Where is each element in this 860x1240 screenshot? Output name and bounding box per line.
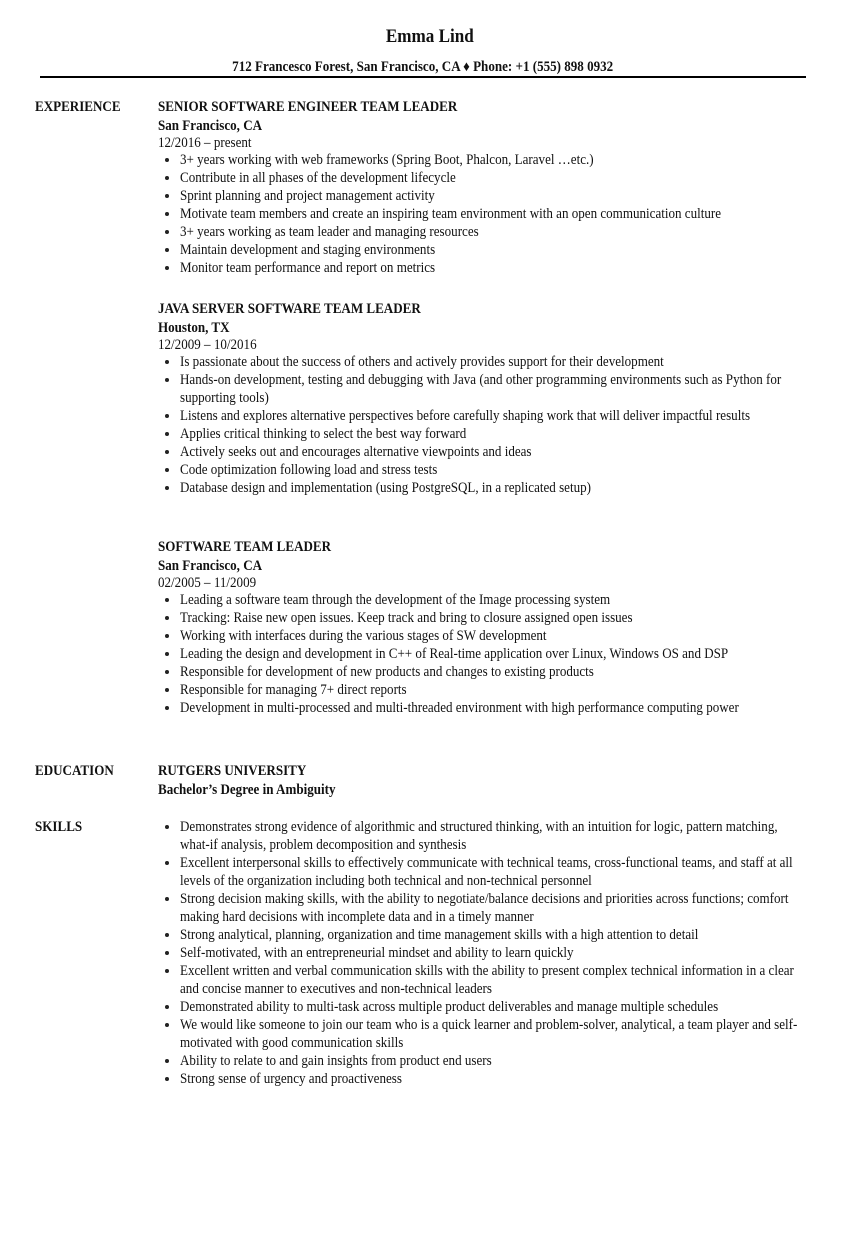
list-item: Strong sense of urgency and proactiveness bbox=[158, 1070, 818, 1088]
bullet-icon bbox=[165, 933, 169, 937]
bullet-icon bbox=[165, 360, 169, 364]
bullet-icon bbox=[165, 158, 169, 162]
list-item: Maintain development and staging environments bbox=[158, 241, 818, 259]
bullet-icon bbox=[165, 688, 169, 692]
job-bullets bbox=[158, 353, 818, 497]
candidate-name: Emma Lind bbox=[386, 26, 474, 47]
bullet-icon bbox=[165, 616, 169, 620]
bullet-icon bbox=[165, 176, 169, 180]
bullet-icon bbox=[165, 468, 169, 472]
bullet-icon bbox=[165, 969, 169, 973]
list-item: 3+ years working with web frameworks (Spring Boot, Phalcon, Laravel …etc.) bbox=[158, 151, 818, 169]
list-item: Working with interfaces during the various stages of SW development bbox=[158, 627, 818, 645]
bullet-icon bbox=[165, 1005, 169, 1009]
bullet-icon bbox=[165, 414, 169, 418]
list-item: Motivate team members and create an inspiring team environment with an open communication culture bbox=[158, 205, 818, 223]
job-title: SENIOR SOFTWARE ENGINEER TEAM LEADER bbox=[158, 99, 458, 115]
list-item: Self-motivated, with an entrepreneurial mindset and ability to learn quickly bbox=[158, 944, 818, 962]
bullet-icon bbox=[165, 861, 169, 865]
bullet-icon bbox=[165, 230, 169, 234]
list-item: Leading the design and development in C++ of Real-time application over Linux, Windows OS and DSP bbox=[158, 645, 818, 663]
list-item: Listens and explores alternative perspectives before carefully shaping work that will deliver impactful results bbox=[158, 407, 818, 425]
list-item: Applies critical thinking to select the best way forward bbox=[158, 425, 818, 443]
bullet-icon bbox=[165, 194, 169, 198]
school-name: RUTGERS UNIVERSITY bbox=[158, 763, 307, 779]
list-item: Contribute in all phases of the development lifecycle bbox=[158, 169, 818, 187]
bullet-icon bbox=[165, 825, 169, 829]
list-item: Strong analytical, planning, organization and time management skills with a high attention to detail bbox=[158, 926, 818, 944]
list-item: Sprint planning and project management activity bbox=[158, 187, 818, 205]
list-item: Ability to relate to and gain insights from product end users bbox=[158, 1052, 818, 1070]
list-item: Excellent written and verbal communication skills with the ability to present complex technical information in a clear and concise manner to executives and non-technical leaders bbox=[158, 962, 818, 998]
list-item: Tracking: Raise new open issues. Keep track and bring to closure assigned open issues bbox=[158, 609, 818, 627]
skills-list-container bbox=[158, 818, 818, 1088]
bullet-icon bbox=[165, 897, 169, 901]
bullet-icon bbox=[165, 248, 169, 252]
bullet-icon bbox=[165, 266, 169, 270]
job-dates: 02/2005 – 11/2009 bbox=[158, 575, 257, 591]
skills-list bbox=[158, 818, 818, 1088]
job-dates: 12/2016 – present bbox=[158, 135, 252, 151]
job-dates: 12/2009 – 10/2016 bbox=[158, 337, 257, 353]
bullet-icon bbox=[165, 1023, 169, 1027]
job-entry bbox=[158, 538, 818, 717]
bullet-icon bbox=[165, 212, 169, 216]
list-item: Actively seeks out and encourages alternative viewpoints and ideas bbox=[158, 443, 818, 461]
bullet-icon bbox=[165, 450, 169, 454]
section-label-experience: EXPERIENCE bbox=[35, 99, 121, 115]
job-bullets bbox=[158, 151, 818, 277]
contact-line: 712 Francesco Forest, San Francisco, CA ♦ Phone: +1 (555) 898 0932 bbox=[232, 59, 614, 75]
list-item: Responsible for development of new products and changes to existing products bbox=[158, 663, 818, 681]
list-item: Is passionate about the success of others and actively provides support for their development bbox=[158, 353, 818, 371]
degree: Bachelor’s Degree in Ambiguity bbox=[158, 782, 336, 798]
bullet-icon bbox=[165, 1077, 169, 1081]
list-item: Monitor team performance and report on metrics bbox=[158, 259, 818, 277]
list-item: Leading a software team through the development of the Image processing system bbox=[158, 591, 818, 609]
list-item: Demonstrated ability to multi-task across multiple product deliverables and manage multiple schedules bbox=[158, 998, 818, 1016]
list-item: Development in multi-processed and multi-threaded environment with high performance computing power bbox=[158, 699, 818, 717]
job-location: Houston, TX bbox=[158, 320, 230, 336]
job-location: San Francisco, CA bbox=[158, 558, 263, 574]
job-entry bbox=[158, 300, 818, 497]
bullet-icon bbox=[165, 951, 169, 955]
list-item: Responsible for managing 7+ direct reports bbox=[158, 681, 818, 699]
job-title: SOFTWARE TEAM LEADER bbox=[158, 539, 332, 555]
bullet-icon bbox=[165, 634, 169, 638]
list-item: Database design and implementation (using PostgreSQL, in a replicated setup) bbox=[158, 479, 818, 497]
header-divider bbox=[40, 76, 806, 78]
bullet-icon bbox=[165, 706, 169, 710]
list-item: Demonstrates strong evidence of algorithmic and structured thinking, with an intuition for logic, pattern matching, what-if analysis, problem decomposition and synthesis bbox=[158, 818, 818, 854]
bullet-icon bbox=[165, 432, 169, 436]
list-item: 3+ years working as team leader and managing resources bbox=[158, 223, 818, 241]
bullet-icon bbox=[165, 1059, 169, 1063]
job-title: JAVA SERVER SOFTWARE TEAM LEADER bbox=[158, 301, 421, 317]
job-location: San Francisco, CA bbox=[158, 118, 263, 134]
bullet-icon bbox=[165, 598, 169, 602]
section-label-education: EDUCATION bbox=[35, 763, 114, 779]
list-item: Code optimization following load and stress tests bbox=[158, 461, 818, 479]
list-item: Hands-on development, testing and debugging with Java (and other programming environments such as Python for supporting tools) bbox=[158, 371, 818, 407]
job-entry bbox=[158, 98, 818, 277]
job-bullets bbox=[158, 591, 818, 717]
list-item: Excellent interpersonal skills to effectively communicate with technical teams, cross-functional teams, and staff at all levels of the organization including both technical and non-technical personnel bbox=[158, 854, 818, 890]
list-item: We would like someone to join our team who is a quick learner and problem-solver, analytical, a team player and self-motivated with good communication skills bbox=[158, 1016, 818, 1052]
bullet-icon bbox=[165, 670, 169, 674]
bullet-icon bbox=[165, 486, 169, 490]
bullet-icon bbox=[165, 378, 169, 382]
education-entry bbox=[158, 762, 818, 799]
bullet-icon bbox=[165, 652, 169, 656]
section-label-skills: SKILLS bbox=[35, 819, 83, 835]
list-item: Strong decision making skills, with the ability to negotiate/balance decisions and priorities across functions; comfort making hard decisions with incomplete data and in a timely manner bbox=[158, 890, 818, 926]
